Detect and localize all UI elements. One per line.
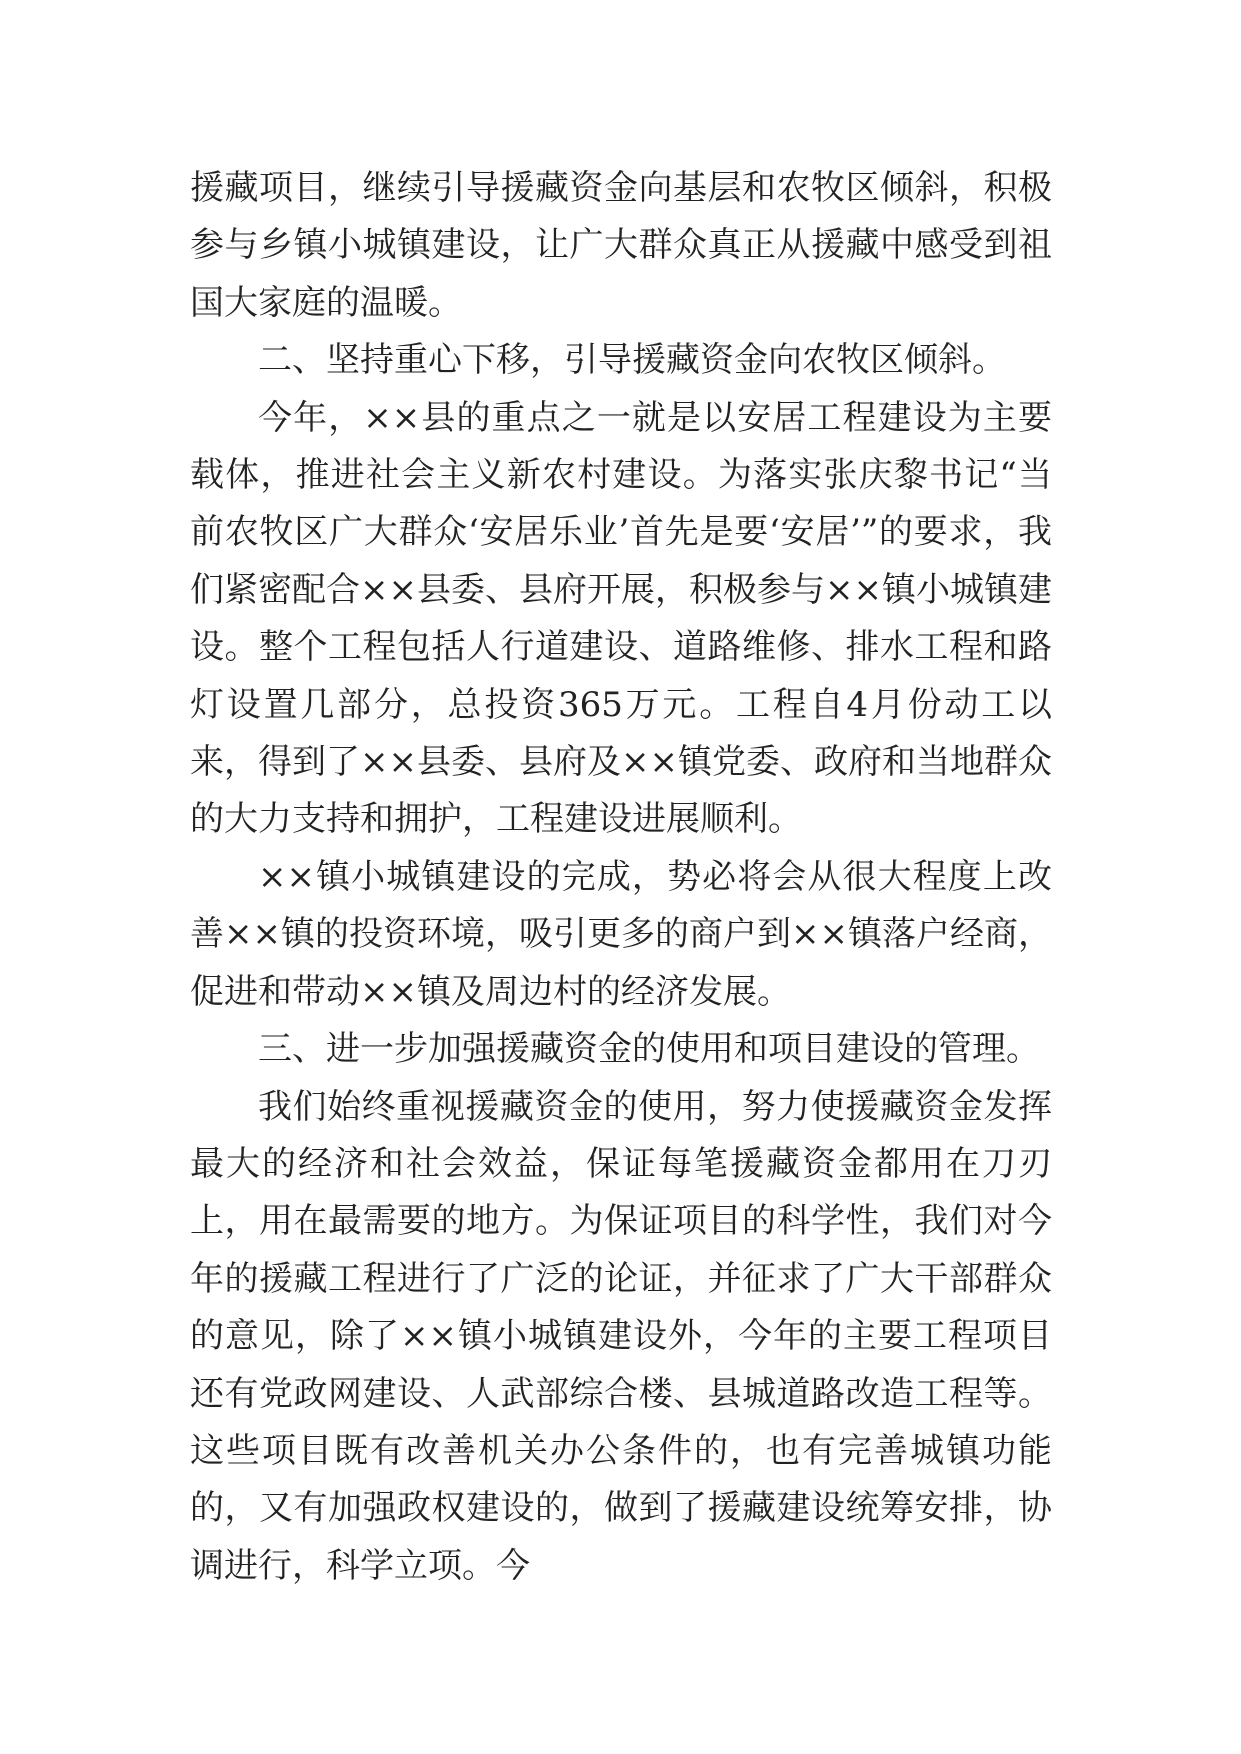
section-heading-3: 三、进一步加强援藏资金的使用和项目建设的管理。 — [258, 1029, 1040, 1070]
paragraph-fund-management: 我们始终重视援藏资金的使用，努力使援藏资金发挥最大的经济和社会效益，保证每笔援藏资金都用在刀刃上，用在最需要的地方。为保证项目的科学性，我们对今年的援藏工程进行了广泛的论证，并征求了广大干部群众的意见，除了××镇小城镇建设外，今年的主要工程项目还有党政网建设、人武部综合楼、县城道路改造工程等。这些项目既有改善机关办公条件的，也有完善城镇功能的，又有加强政权建设的，做到了援藏建设统筹安排，协调进行，科学立项。今 — [190, 1086, 1052, 1586]
paragraph-continuation: 援藏项目，继续引导援藏资金向基层和农牧区倾斜，积极参与乡镇小城镇建设，让广大群众真正从援藏中感受到祖国大家庭的温暖。 — [190, 168, 1052, 323]
paragraph-town-development: ××镇小城镇建设的完成，势必将会从很大程度上改善××镇的投资环境，吸引更多的商户到××镇落户经商，促进和带动××镇及周边村的经济发展。 — [190, 856, 1052, 1012]
document-page — [190, 160, 1052, 1595]
section-heading-2: 二、坚持重心下移，引导援藏资金向农牧区倾斜。 — [258, 340, 1006, 381]
paragraph-housing-project: 今年，××县的重点之一就是以安居工程建设为主要载体，推进社会主义新农村建设。为落实张庆黎书记“当前农牧区广大群众‘安居乐业’首先是要‘安居’”的要求，我们紧密配合××县委、县府开展，积极参与××镇小城镇建设。整个工程包括人行道建设、道路维修、排水工程和路灯设置几部分，总投资365万元。工程自4月份动工以来，得到了××县委、县府及××镇党委、政府和当地群众的大力支持和拥护，工程建设进展顺利。 — [190, 397, 1052, 840]
